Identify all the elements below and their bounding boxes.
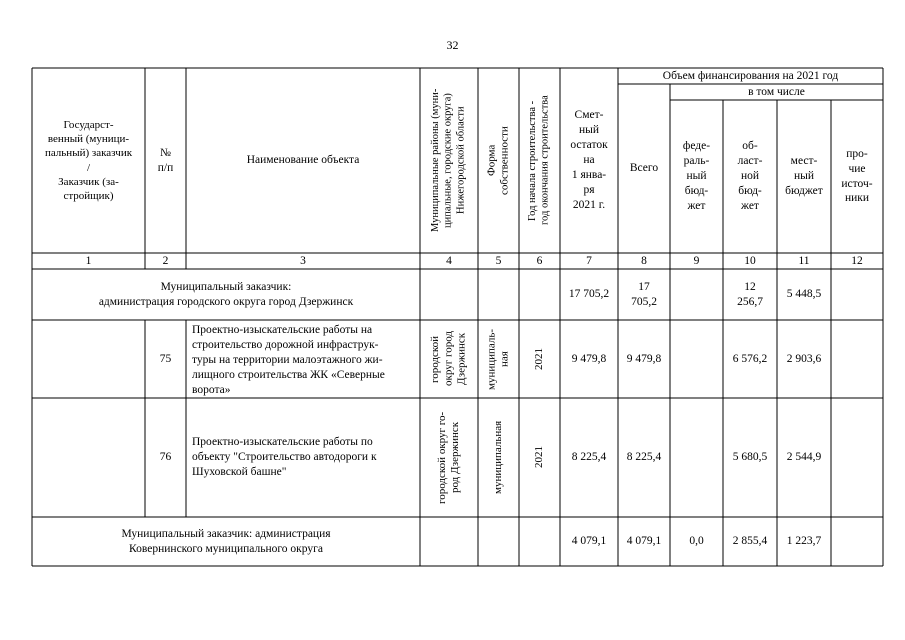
- row-object-name: Проектно-изыскательские работы на строительство дорожной инфраструк- туры на территории малоэтажного жи- лищного строительства ЖК «Северные ворота»: [192, 324, 385, 396]
- header-years: Год начала строительства - год окончания строительства: [526, 95, 551, 226]
- header-ownership: Форма собственности: [485, 126, 511, 195]
- row-total: 17 705,2: [631, 280, 657, 308]
- header-municipality: Муниципальные районы (муни- ципальные, городские округа) Нижегородской области: [430, 88, 467, 233]
- row-total: 8 225,4: [626, 451, 662, 464]
- row-object-name: Проектно-изыскательские работы по объекту "Строительство автодороги к Шуховской башне": [192, 436, 377, 478]
- header-regional: об- ласт- ной бюд- жет: [737, 140, 763, 212]
- row-local: 2 544,9: [786, 451, 822, 464]
- header-customer: Государст- венный (муници- пальный) заказчик / Заказчик (за- стройщик): [44, 118, 133, 203]
- row-customer: Муниципальный заказчик: администрация городского округа город Дзержинск: [98, 280, 354, 308]
- row-customer: Муниципальный заказчик: администрация Ковернинского муниципального округа: [121, 527, 331, 555]
- row-regional: 12 256,7: [737, 280, 763, 308]
- header-number: № п/п: [157, 146, 174, 174]
- row-local: 2 903,6: [786, 352, 822, 365]
- row-number: 76: [159, 451, 172, 464]
- row-municipality: городской округ город Дзержинск: [429, 331, 468, 387]
- column-number: 11: [798, 254, 810, 267]
- row-balance: 17 705,2: [568, 288, 610, 301]
- row-years: 2021: [532, 446, 545, 469]
- row-balance: 8 225,4: [571, 451, 607, 464]
- column-number: 3: [300, 254, 306, 267]
- row-years: 2021: [532, 348, 545, 370]
- header-balance: Смет- ный остаток на 1 янва- ря 2021 г.: [570, 109, 608, 211]
- row-regional: 6 576,2: [732, 352, 768, 365]
- column-number: 6: [536, 254, 543, 267]
- header-total: Всего: [629, 162, 659, 175]
- column-number: 1: [85, 254, 92, 267]
- row-municipality: городской округ го- род Дзержинск: [435, 411, 461, 504]
- header-local: мест- ный бюджет: [785, 155, 823, 197]
- header-object-name: Наименование объекта: [246, 154, 360, 167]
- row-total: 4 079,1: [626, 535, 662, 548]
- column-number: 12: [851, 254, 863, 267]
- row-total: 9 479,8: [626, 352, 662, 365]
- header-funding-title: Объем финансирования на 2021 год: [662, 69, 839, 82]
- column-number: 7: [586, 254, 592, 267]
- header-including: в том числе: [748, 85, 805, 98]
- row-local: 1 223,7: [786, 535, 822, 548]
- row-balance: 9 479,8: [571, 352, 607, 365]
- column-number: 5: [495, 254, 502, 267]
- row-ownership: муниципальная: [491, 420, 504, 495]
- row-balance: 4 079,1: [571, 535, 607, 548]
- column-number: 9: [693, 254, 700, 267]
- row-local: 5 448,5: [786, 288, 822, 301]
- row-regional: 5 680,5: [732, 451, 768, 464]
- column-number: 4: [446, 254, 452, 267]
- row-number: 75: [159, 352, 172, 365]
- row-ownership: муниципаль- ная: [485, 328, 511, 390]
- header-other: про- чие источ- ники: [841, 147, 873, 205]
- page-number: 32: [446, 38, 459, 52]
- column-number: 8: [641, 254, 647, 267]
- column-number: 10: [744, 254, 756, 267]
- header-federal: феде- раль- ный бюд- жет: [682, 140, 711, 212]
- row-regional: 2 855,4: [732, 535, 768, 548]
- column-number: 2: [162, 254, 169, 267]
- row-federal: 0,0: [689, 535, 704, 548]
